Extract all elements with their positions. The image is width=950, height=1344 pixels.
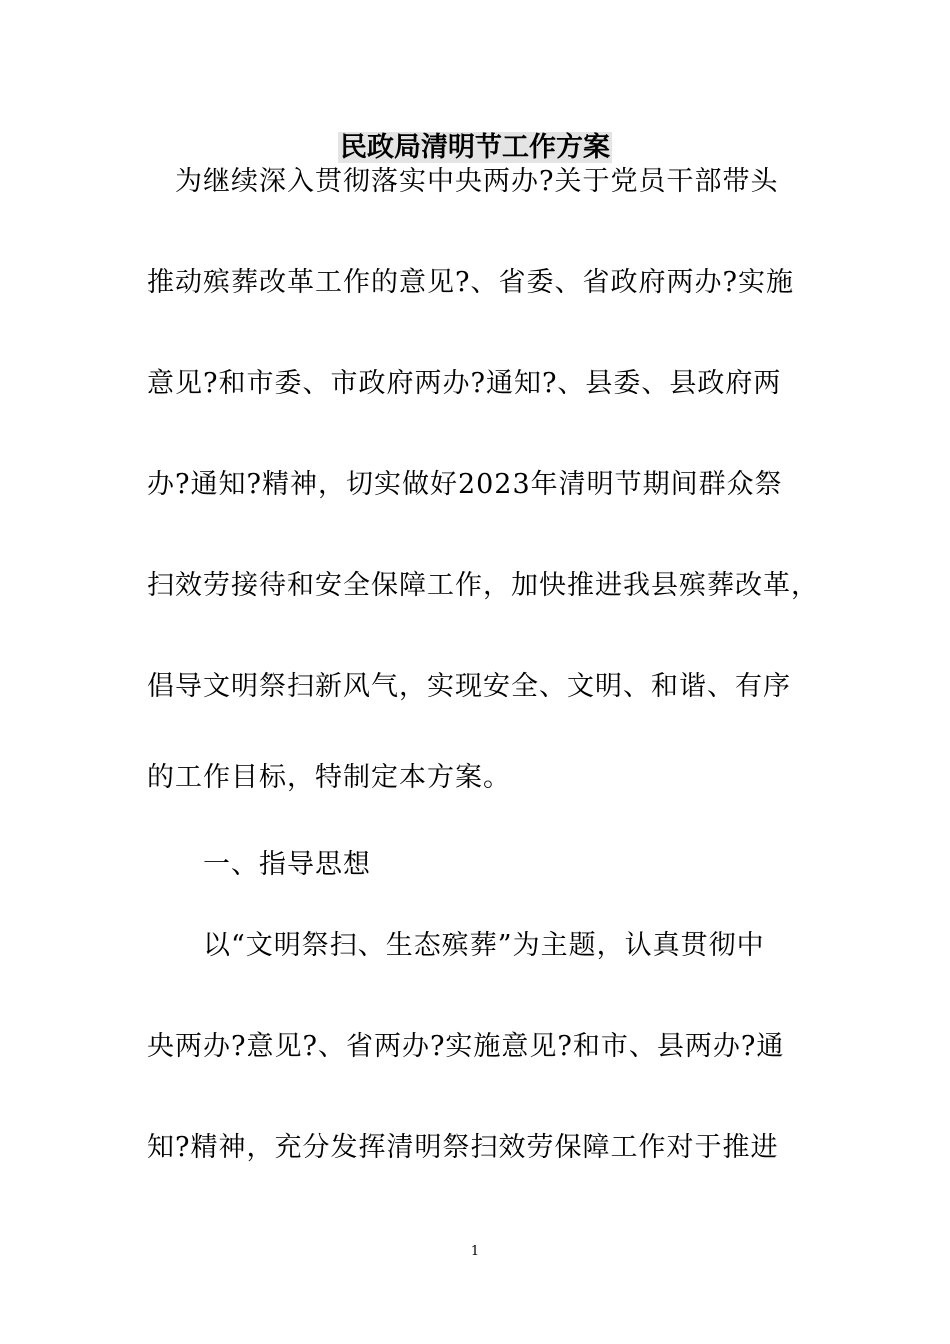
page-number: 1 [470, 1244, 480, 1259]
paragraph-line: 推动殡葬改革工作的意见?、省委、省政府两办?实施 [147, 267, 794, 298]
paragraph-line: 办?通知?精神，切实做好2023年清明节期间群众祭 [147, 469, 783, 500]
paragraph-line: 意见?和市委、市政府两办?通知?、县委、县政府两 [147, 368, 782, 399]
paragraph-line: 扫效劳接待和安全保障工作，加快推进我县殡葬改革， [147, 570, 819, 601]
paragraph-line: 的工作目标，特制定本方案。 [147, 762, 511, 793]
paragraph-line: 为继续深入贯彻落实中央两办?关于党员干部带头 [147, 166, 779, 197]
paragraph-line: 倡导文明祭扫新风气，实现安全、文明、和谐、有序 [147, 671, 791, 702]
paragraph-line: 知?精神，充分发挥清明祭扫效劳保障工作对于推进 [147, 1132, 779, 1163]
document-title-text: 民政局清明节工作方案 [340, 132, 610, 163]
section-heading: 一、指导思想 [147, 849, 371, 880]
paragraph-line: 央两办?意见?、省两办?实施意见?和市、县两办?通 [147, 1031, 785, 1062]
paragraph-line: 以“文明祭扫、生态殡葬”为主题，认真贯彻中 [147, 930, 765, 961]
